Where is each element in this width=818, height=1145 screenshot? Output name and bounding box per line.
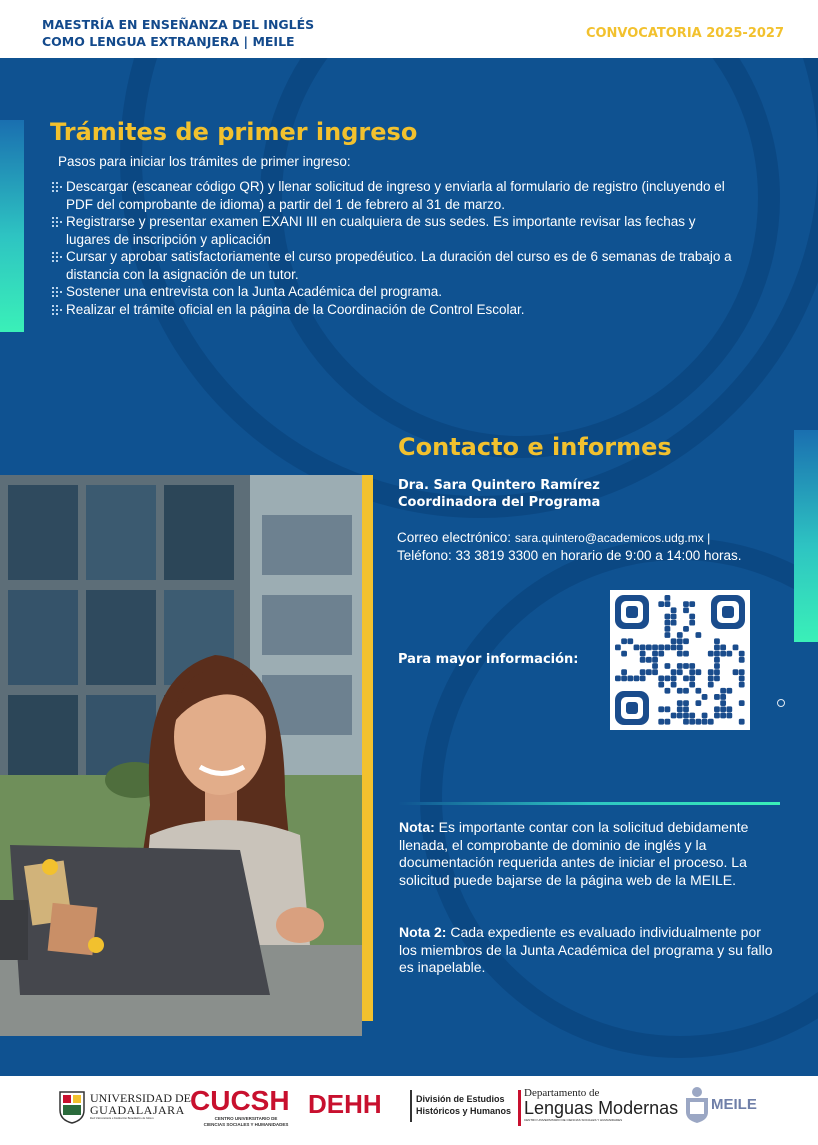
accent-bar-left xyxy=(0,120,24,332)
qr-module xyxy=(634,675,640,681)
qr-module xyxy=(695,669,701,675)
qr-module xyxy=(739,657,745,663)
qr-module xyxy=(658,682,664,688)
qr-module xyxy=(634,645,640,651)
cucsh-sub-line1: CENTRO UNIVERSITARIO DE xyxy=(214,1116,278,1121)
qr-module xyxy=(646,645,652,651)
qr-module xyxy=(671,675,677,681)
note-2 xyxy=(399,924,774,977)
qr-module xyxy=(652,645,658,651)
note-2-label: Nota 2: xyxy=(399,924,447,940)
qr-module xyxy=(720,688,726,694)
qr-module xyxy=(714,675,720,681)
qr-module xyxy=(640,645,646,651)
qr-module xyxy=(621,675,627,681)
dotted-bullet-icon xyxy=(52,305,62,315)
qr-module xyxy=(677,688,683,694)
qr-module xyxy=(665,688,671,694)
qr-module xyxy=(646,669,652,675)
section-divider xyxy=(398,802,780,805)
dehh-sub-line1: División de Estudios xyxy=(416,1094,505,1104)
step-text: Realizar el trámite oficial en la página de la Coordinación de Control Escolar. xyxy=(66,301,525,317)
dotted-bullet-icon xyxy=(52,252,62,262)
qr-module xyxy=(615,675,621,681)
udg-logo-text xyxy=(90,1092,191,1120)
qr-module xyxy=(683,607,689,613)
qr-module xyxy=(726,713,732,719)
contacto-title: Contacto e informes xyxy=(398,433,672,461)
qr-module xyxy=(683,638,689,644)
qr-module xyxy=(665,706,671,712)
qr-module xyxy=(677,700,683,706)
qr-module xyxy=(683,601,689,607)
qr-module xyxy=(665,620,671,626)
qr-module xyxy=(677,706,683,712)
qr-module xyxy=(720,694,726,700)
qr-module xyxy=(695,688,701,694)
qr-module xyxy=(665,614,671,620)
tramites-steps-list xyxy=(52,178,732,318)
qr-module xyxy=(683,688,689,694)
note-2-text: Cada expediente es evaluado individualmente por los miembros de la Junta Académica del programa y su fallo es inapelable. xyxy=(399,924,773,975)
qr-module xyxy=(671,638,677,644)
qr-module xyxy=(652,651,658,657)
program-title xyxy=(42,16,314,50)
qr-module xyxy=(714,638,720,644)
qr-module xyxy=(677,645,683,651)
qr-module xyxy=(714,651,720,657)
qr-module xyxy=(683,651,689,657)
qr-module xyxy=(689,713,695,719)
qr-module xyxy=(714,713,720,719)
qr-module xyxy=(702,719,708,725)
qr-module xyxy=(689,682,695,688)
qr-module xyxy=(689,601,695,607)
udg-line1: UNIVERSIDAD DE xyxy=(90,1091,191,1105)
qr-module xyxy=(677,651,683,657)
qr-module xyxy=(739,719,745,725)
qr-module xyxy=(733,669,739,675)
dotted-bullet-icon xyxy=(52,182,62,192)
qr-module xyxy=(658,675,664,681)
dlm-line1: Departamento de xyxy=(524,1087,600,1099)
qr-module xyxy=(689,669,695,675)
qr-module xyxy=(683,719,689,725)
contact-role: Coordinadora del Programa xyxy=(398,495,601,510)
qr-module xyxy=(720,645,726,651)
qr-module xyxy=(695,632,701,638)
dlm-logo xyxy=(524,1087,678,1123)
qr-module xyxy=(708,651,714,657)
contact-name: Dra. Sara Quintero Ramírez xyxy=(398,478,600,493)
qr-module xyxy=(621,638,627,644)
qr-module xyxy=(652,663,658,669)
qr-module xyxy=(720,651,726,657)
qr-module xyxy=(714,645,720,651)
dehh-divider xyxy=(410,1090,412,1122)
tramites-title: Trámites de primer ingreso xyxy=(50,118,418,146)
meile-seal-icon xyxy=(684,1086,710,1124)
qr-module xyxy=(708,669,714,675)
footer-logos xyxy=(0,1076,818,1145)
qr-module xyxy=(708,719,714,725)
qr-module xyxy=(739,675,745,681)
dotted-bullet-icon xyxy=(52,287,62,297)
phone-text: Teléfono: 33 3819 3300 en horario de 9:00 a 14:00 horas. xyxy=(397,548,742,563)
list-item xyxy=(52,178,732,213)
qr-module xyxy=(621,669,627,675)
qr-module xyxy=(683,675,689,681)
qr-module xyxy=(677,632,683,638)
qr-module xyxy=(671,682,677,688)
dotted-bullet-icon xyxy=(52,217,62,227)
qr-module xyxy=(621,651,627,657)
dehh-subtitle xyxy=(416,1093,511,1117)
qr-code-graphic xyxy=(610,590,750,730)
qr-module xyxy=(714,706,720,712)
dlm-red-bar xyxy=(518,1090,521,1126)
dehh-logo: DEHH xyxy=(308,1089,382,1119)
note-1 xyxy=(399,819,774,889)
qr-module xyxy=(665,645,671,651)
qr-module xyxy=(708,675,714,681)
qr-module xyxy=(689,675,695,681)
program-title-line2: COMO LENGUA EXTRANJERA | MEILE xyxy=(42,34,295,49)
qr-module xyxy=(720,700,726,706)
qr-module xyxy=(695,700,701,706)
step-text: Sostener una entrevista con la Junta Académica del programa. xyxy=(66,284,442,299)
qr-module xyxy=(665,601,671,607)
qr-module xyxy=(665,632,671,638)
qr-module xyxy=(677,663,683,669)
cucsh-logo: CUCSH xyxy=(190,1085,290,1116)
step-text: Cursar y aprobar satisfactoriamente el curso propedéutico. La duración del curso es de 6 semanas de trabajo a distancia con la asignación de un tutor. xyxy=(66,249,732,282)
contact-info xyxy=(397,529,777,564)
note-1-text: Es importante contar con la solicitud debidamente llenada, el comprobante de dominio de inglés y la documentación requerida antes de iniciar el proceso. La solicitud puede bajarse de la página web de la MEILE. xyxy=(399,819,749,888)
qr-module xyxy=(615,645,621,651)
qr-module xyxy=(665,595,671,601)
email-link[interactable]: sara.quintero@academicos.udg.mx | xyxy=(514,531,711,545)
decorative-ring-icon xyxy=(777,699,785,707)
qr-module xyxy=(658,719,664,725)
qr-module xyxy=(689,663,695,669)
qr-module xyxy=(640,657,646,663)
qr-code[interactable] xyxy=(610,590,750,730)
student-photo-illustration xyxy=(0,475,362,1036)
dlm-line2: Lenguas Modernas xyxy=(524,1098,679,1118)
qr-module xyxy=(683,713,689,719)
qr-module xyxy=(627,638,633,644)
qr-module xyxy=(652,669,658,675)
udg-seal-icon xyxy=(58,1090,86,1124)
udg-tagline: Red Universitaria e Institución Benemérita de Jalisco xyxy=(90,1116,154,1120)
main-panel xyxy=(0,58,818,1076)
qr-module xyxy=(726,651,732,657)
qr-module xyxy=(665,626,671,632)
qr-module xyxy=(720,713,726,719)
qr-module xyxy=(652,657,658,663)
qr-module xyxy=(658,601,664,607)
qr-module xyxy=(677,669,683,675)
qr-module xyxy=(708,682,714,688)
udg-line2: GUADALAJARA xyxy=(90,1103,185,1117)
qr-module xyxy=(702,713,708,719)
qr-module xyxy=(739,682,745,688)
qr-module xyxy=(739,700,745,706)
qr-module xyxy=(714,657,720,663)
qr-module xyxy=(658,706,664,712)
email-label: Correo electrónico: xyxy=(397,530,515,545)
qr-module xyxy=(683,706,689,712)
qr-module xyxy=(720,706,726,712)
qr-module xyxy=(739,669,745,675)
qr-module xyxy=(714,663,720,669)
step-text: Descargar (escanear código QR) y llenar solicitud de ingreso y enviarla al formulario de registro (incluyendo el PDF del comprobante de idioma) a partir del 1 de febrero al 31 de marzo. xyxy=(66,179,725,212)
qr-module xyxy=(683,663,689,669)
step-text: Registrarse y presentar examen EXANI III en cualquiera de sus sedes. Es importante revisar las fechas y lugares de inscripción y aplicación xyxy=(66,214,696,247)
qr-module xyxy=(683,626,689,632)
qr-module xyxy=(689,620,695,626)
page-header xyxy=(0,0,818,58)
cucsh-subtitle xyxy=(192,1116,300,1128)
list-item xyxy=(52,213,732,248)
qr-module xyxy=(640,675,646,681)
qr-module xyxy=(677,713,683,719)
cucsh-sub-line2: CIENCIAS SOCIALES Y HUMANIDADES xyxy=(203,1122,289,1127)
qr-module xyxy=(733,645,739,651)
qr-module xyxy=(658,645,664,651)
accent-bar-yellow xyxy=(362,475,373,1021)
student-photo xyxy=(0,475,362,1036)
list-item xyxy=(52,248,732,283)
accent-bar-right xyxy=(794,430,818,642)
qr-module xyxy=(689,614,695,620)
qr-module xyxy=(726,706,732,712)
note-1-label: Nota: xyxy=(399,819,435,835)
dlm-sub: CENTRO UNIVERSITARIO DE CIENCIAS SOCIALES Y HUMANIDADES xyxy=(524,1118,623,1122)
qr-module xyxy=(671,620,677,626)
meile-logo-text: MEILE xyxy=(711,1096,757,1113)
qr-module xyxy=(689,719,695,725)
qr-module xyxy=(726,688,732,694)
list-item xyxy=(52,283,732,301)
qr-module xyxy=(671,669,677,675)
qr-module xyxy=(665,663,671,669)
qr-module xyxy=(627,675,633,681)
qr-module xyxy=(739,651,745,657)
tramites-intro: Pasos para iniciar los trámites de primer ingreso: xyxy=(58,154,351,169)
more-info-label: Para mayor información: xyxy=(398,652,579,667)
qr-module xyxy=(671,645,677,651)
qr-module xyxy=(665,719,671,725)
qr-module xyxy=(702,694,708,700)
qr-module xyxy=(665,675,671,681)
qr-module xyxy=(671,607,677,613)
qr-module xyxy=(671,614,677,620)
qr-module xyxy=(714,694,720,700)
qr-module xyxy=(640,669,646,675)
dehh-sub-line2: Históricos y Humanos xyxy=(416,1106,512,1116)
qr-module xyxy=(646,657,652,663)
qr-module xyxy=(677,638,683,644)
qr-module xyxy=(714,669,720,675)
program-title-line1: MAESTRÍA EN ENSEÑANZA DEL INGLÉS xyxy=(42,17,315,32)
convocatoria-label: CONVOCATORIA 2025-2027 xyxy=(585,26,784,41)
list-item xyxy=(52,301,732,319)
qr-module xyxy=(695,719,701,725)
qr-module xyxy=(658,651,664,657)
qr-module xyxy=(671,713,677,719)
qr-module xyxy=(640,651,646,657)
qr-module xyxy=(683,700,689,706)
